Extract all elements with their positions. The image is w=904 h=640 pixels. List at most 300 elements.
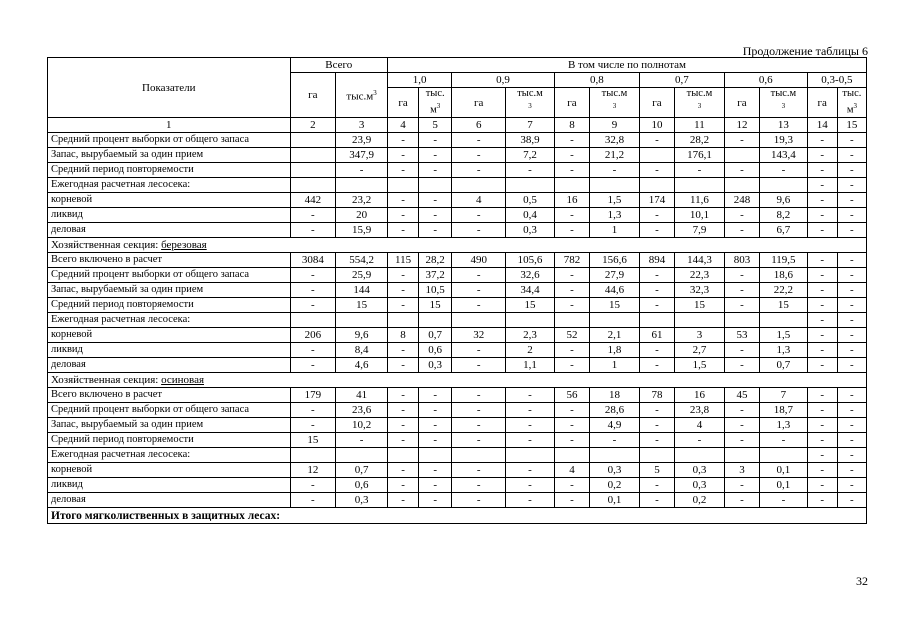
table-cell [760, 313, 808, 328]
table-cell: - [724, 433, 759, 448]
subheader-ha: га [639, 88, 674, 118]
table-row [48, 133, 867, 148]
table-cell [419, 448, 452, 463]
table-cell: 119,5 [760, 253, 808, 268]
header-by-density: В том числе по полнотам [388, 58, 867, 73]
table-cell: 7,9 [675, 223, 725, 238]
table-cell: 18,6 [760, 268, 808, 283]
table-cell: - [807, 283, 837, 298]
table-cell: - [452, 283, 506, 298]
row-label: Средний период повторяемости [48, 298, 291, 313]
table-cell: 2 [506, 343, 555, 358]
table-cell [724, 148, 759, 163]
table-cell: - [590, 433, 640, 448]
table-cell: - [388, 298, 419, 313]
table-cell: - [724, 358, 759, 373]
table-cell: - [724, 133, 759, 148]
table-cell: - [837, 163, 866, 178]
table-cell: - [452, 418, 506, 433]
table-row [48, 283, 867, 298]
table-cell [675, 313, 725, 328]
table-cell: 3 [724, 463, 759, 478]
row-label: Средний процент выборки от общего запаса [48, 268, 291, 283]
table-cell: - [639, 133, 674, 148]
table-cell: 44,6 [590, 283, 640, 298]
table-cell: - [807, 208, 837, 223]
table-cell: - [837, 328, 866, 343]
table-cell [590, 313, 640, 328]
table-cell: 27,9 [590, 268, 640, 283]
column-number: 2 [290, 118, 336, 133]
row-label: Запас, вырубаемый за один прием [48, 283, 291, 298]
table-row [48, 268, 867, 283]
table-cell: 206 [290, 328, 336, 343]
table-cell: - [590, 163, 640, 178]
column-number: 3 [336, 118, 388, 133]
subheader-ha: га [388, 88, 419, 118]
table-cell: 23,9 [336, 133, 388, 148]
table-cell [290, 133, 336, 148]
table-cell: - [452, 433, 506, 448]
table-row [48, 343, 867, 358]
table-row [48, 463, 867, 478]
column-number: 11 [675, 118, 725, 133]
table-cell: - [419, 493, 452, 508]
table-cell: - [290, 418, 336, 433]
table-cell [419, 313, 452, 328]
table-cell [506, 178, 555, 193]
table-cell: 20 [336, 208, 388, 223]
column-number: 15 [837, 118, 866, 133]
table-cell: 4 [554, 463, 589, 478]
table-cell: 0,1 [760, 463, 808, 478]
table-row [48, 208, 867, 223]
table-cell: - [807, 478, 837, 493]
table-cell: - [724, 478, 759, 493]
table-cell: 37,2 [419, 268, 452, 283]
column-number: 10 [639, 118, 674, 133]
table-cell: 782 [554, 253, 589, 268]
table-cell: 0,6 [419, 343, 452, 358]
table-cell: - [419, 418, 452, 433]
table-cell: - [452, 358, 506, 373]
table-cell: 9,6 [336, 328, 388, 343]
row-label: деловая [48, 358, 291, 373]
table-cell: 41 [336, 388, 388, 403]
table-cell: - [807, 148, 837, 163]
table-cell: 803 [724, 253, 759, 268]
table-cell [639, 148, 674, 163]
table-cell: 347,9 [336, 148, 388, 163]
table-cell: - [452, 463, 506, 478]
table-cell: 0,3 [419, 358, 452, 373]
table-cell: - [760, 433, 808, 448]
table-cell: - [388, 463, 419, 478]
table-cell [675, 448, 725, 463]
total-label: Итого мягколиственных в защитных лесах: [48, 508, 867, 524]
table-cell [452, 178, 506, 193]
table-row [48, 178, 867, 193]
row-label: Всего включено в расчет [48, 253, 291, 268]
subheader-m3: тыс. $м^3$ [837, 88, 866, 118]
header-total-ha: га [290, 73, 336, 118]
table-cell: - [388, 478, 419, 493]
table-cell: - [807, 223, 837, 238]
row-label: Средний период повторяемости [48, 163, 291, 178]
table-cell [639, 313, 674, 328]
row-label: ликвид [48, 208, 291, 223]
table-cell: 0,3 [675, 463, 725, 478]
table-cell: - [724, 163, 759, 178]
table-cell: 25,9 [336, 268, 388, 283]
table-cell: 490 [452, 253, 506, 268]
table-cell: 7 [760, 388, 808, 403]
table-cell: - [419, 193, 452, 208]
table-cell: - [419, 208, 452, 223]
table-row [48, 253, 867, 268]
table-cell: 0,4 [506, 208, 555, 223]
table-cell: - [506, 403, 555, 418]
table-cell: - [452, 223, 506, 238]
table-cell [554, 313, 589, 328]
table-cell: - [807, 448, 837, 463]
table-cell: - [336, 433, 388, 448]
table-cell: - [724, 208, 759, 223]
table-cell: 18,7 [760, 403, 808, 418]
table-cell: 1,3 [590, 208, 640, 223]
table-cell: - [452, 388, 506, 403]
table-cell: - [837, 283, 866, 298]
table-row [48, 313, 867, 328]
table-cell [760, 178, 808, 193]
table-cell [724, 448, 759, 463]
table-cell: - [388, 343, 419, 358]
section-row [48, 373, 867, 388]
table-cell [336, 313, 388, 328]
table-cell: 15 [290, 433, 336, 448]
table-cell: 23,2 [336, 193, 388, 208]
table-cell: - [639, 343, 674, 358]
subheader-ha: га [554, 88, 589, 118]
column-number: 8 [554, 118, 589, 133]
table-cell: - [419, 388, 452, 403]
row-label: корневой [48, 463, 291, 478]
column-number: 1 [48, 118, 291, 133]
table-cell: 18 [590, 388, 640, 403]
table-cell [290, 178, 336, 193]
table-cell: 15 [419, 298, 452, 313]
table-cell: - [837, 463, 866, 478]
table-cell: - [388, 148, 419, 163]
table-cell [388, 178, 419, 193]
table-cell: - [554, 223, 589, 238]
table-cell: 1,3 [760, 418, 808, 433]
table-cell: 115 [388, 253, 419, 268]
table-cell: 28,2 [675, 133, 725, 148]
table-cell: 4 [452, 193, 506, 208]
table-cell: - [554, 208, 589, 223]
table-cell: - [554, 418, 589, 433]
table-cell [554, 178, 589, 193]
table-cell: - [419, 163, 452, 178]
table-cell: - [639, 163, 674, 178]
table-cell: - [807, 328, 837, 343]
table-cell: - [837, 148, 866, 163]
table-cell: 16 [675, 388, 725, 403]
table-cell: - [290, 343, 336, 358]
table-cell: 2,1 [590, 328, 640, 343]
table-cell [336, 448, 388, 463]
column-number: 14 [807, 118, 837, 133]
table-cell: 56 [554, 388, 589, 403]
table-cell: - [554, 283, 589, 298]
table-cell [452, 313, 506, 328]
table-cell: 2,7 [675, 343, 725, 358]
table-cell: - [724, 223, 759, 238]
header-indicators: Показатели [48, 58, 291, 118]
table-cell: - [452, 163, 506, 178]
section-name: березовая [161, 239, 207, 251]
table-cell: 21,2 [590, 148, 640, 163]
table-cell: - [290, 478, 336, 493]
table-cell [639, 448, 674, 463]
table-cell [419, 178, 452, 193]
table-cell: 10,2 [336, 418, 388, 433]
table-cell: - [419, 463, 452, 478]
table-cell: 38,9 [506, 133, 555, 148]
table-cell: - [639, 268, 674, 283]
table-row [48, 223, 867, 238]
table-cell: - [807, 133, 837, 148]
table-cell: - [554, 133, 589, 148]
table-cell: 6,7 [760, 223, 808, 238]
table-cell: - [837, 433, 866, 448]
table-cell: - [837, 418, 866, 433]
table-cell: - [290, 283, 336, 298]
table-cell [290, 448, 336, 463]
table-cell: 15 [760, 298, 808, 313]
table-cell: - [554, 163, 589, 178]
table-cell: 15 [590, 298, 640, 313]
table-cell: 10,5 [419, 283, 452, 298]
total-row [48, 508, 867, 524]
table-cell: 34,4 [506, 283, 555, 298]
table-cell: - [290, 268, 336, 283]
table-cell: 7,2 [506, 148, 555, 163]
table-cell: - [724, 493, 759, 508]
table-cell: - [837, 403, 866, 418]
row-label: корневой [48, 328, 291, 343]
column-number: 9 [590, 118, 640, 133]
header-density-6: 0,3-0,5 [807, 73, 866, 88]
table-cell: 3084 [290, 253, 336, 268]
table-cell: 22,2 [760, 283, 808, 298]
table-cell: 0,2 [675, 493, 725, 508]
header-density-3: 0,8 [554, 73, 639, 88]
column-number: 13 [760, 118, 808, 133]
header-density-2: 0,9 [452, 73, 555, 88]
table-cell: - [807, 493, 837, 508]
table-row [48, 478, 867, 493]
table-body [48, 133, 867, 524]
column-number-row [48, 118, 867, 133]
table-cell: - [452, 298, 506, 313]
table-cell: - [419, 133, 452, 148]
table-cell: 4,6 [336, 358, 388, 373]
table-cell: - [388, 283, 419, 298]
table-cell: - [506, 478, 555, 493]
forest-table [47, 57, 867, 524]
table-cell: - [506, 463, 555, 478]
table-cell: - [554, 268, 589, 283]
table-cell: - [419, 148, 452, 163]
table-cell: 1,5 [590, 193, 640, 208]
table-cell: - [290, 493, 336, 508]
table-cell: - [724, 343, 759, 358]
row-label: Ежегодная расчетная лесосека: [48, 313, 291, 328]
table-cell: - [807, 298, 837, 313]
table-cell: 143,4 [760, 148, 808, 163]
table-cell: - [452, 133, 506, 148]
table-cell [724, 178, 759, 193]
row-label: ликвид [48, 478, 291, 493]
section-row [48, 238, 867, 253]
table-cell: - [554, 478, 589, 493]
table-cell: - [452, 478, 506, 493]
table-cell: 894 [639, 253, 674, 268]
table-cell: - [388, 163, 419, 178]
table-cell: - [452, 268, 506, 283]
table-cell: - [760, 163, 808, 178]
table-cell: 0,1 [760, 478, 808, 493]
table-cell: 19,3 [760, 133, 808, 148]
table-cell: 53 [724, 328, 759, 343]
table-row [48, 328, 867, 343]
table-cell: 248 [724, 193, 759, 208]
table-cell: - [290, 208, 336, 223]
table-row [48, 298, 867, 313]
table-cell: - [807, 163, 837, 178]
table-cell: - [837, 313, 866, 328]
table-cell: 15 [506, 298, 555, 313]
table-cell: - [837, 253, 866, 268]
table-cell: 8,4 [336, 343, 388, 358]
table-cell: - [388, 388, 419, 403]
table-cell: - [837, 268, 866, 283]
table-cell: 12 [290, 463, 336, 478]
table-cell: - [639, 478, 674, 493]
table-cell: 1,5 [760, 328, 808, 343]
row-label: деловая [48, 493, 291, 508]
table-cell: - [807, 343, 837, 358]
header-density-4: 0,7 [639, 73, 724, 88]
table-cell: - [506, 163, 555, 178]
table-cell: 442 [290, 193, 336, 208]
row-label: ликвид [48, 343, 291, 358]
subheader-ha: га [807, 88, 837, 118]
table-cell: - [554, 403, 589, 418]
table-cell: 0,7 [336, 463, 388, 478]
table-cell: 0,2 [590, 478, 640, 493]
table-cell: - [639, 433, 674, 448]
table-cell: 3 [675, 328, 725, 343]
table-cell: - [290, 358, 336, 373]
table-cell: 15 [336, 298, 388, 313]
table-cell [760, 448, 808, 463]
table-cell: - [724, 403, 759, 418]
table-cell: 22,3 [675, 268, 725, 283]
table-cell: - [506, 418, 555, 433]
table-cell: 15,9 [336, 223, 388, 238]
table-cell: - [837, 493, 866, 508]
row-label: Средний процент выборки от общего запаса [48, 403, 291, 418]
table-cell: - [837, 343, 866, 358]
table-cell: - [724, 298, 759, 313]
section-name: осиновая [161, 374, 205, 386]
table-cell: 4 [675, 418, 725, 433]
table-cell: - [452, 148, 506, 163]
table-cell [452, 448, 506, 463]
page-number: 32 [856, 574, 868, 588]
table-cell: - [837, 388, 866, 403]
table-cell: 15 [675, 298, 725, 313]
table-cell: 1,5 [675, 358, 725, 373]
table-cell: - [388, 418, 419, 433]
row-label: корневой [48, 193, 291, 208]
table-cell: 156,6 [590, 253, 640, 268]
table-cell: - [506, 493, 555, 508]
row-label: Ежегодная расчетная лесосека: [48, 448, 291, 463]
table-cell: - [760, 493, 808, 508]
table-cell: - [336, 163, 388, 178]
table-cell: - [807, 358, 837, 373]
table-cell: - [554, 148, 589, 163]
table-cell: 8 [388, 328, 419, 343]
table-cell: 179 [290, 388, 336, 403]
table-cell: - [807, 178, 837, 193]
table-cell: - [388, 493, 419, 508]
table-cell: - [807, 403, 837, 418]
table-cell: 1,1 [506, 358, 555, 373]
table-cell: - [837, 133, 866, 148]
table-row [48, 433, 867, 448]
table-cell: - [807, 253, 837, 268]
table-cell: 144,3 [675, 253, 725, 268]
table-cell: 174 [639, 193, 674, 208]
table-cell: - [290, 223, 336, 238]
table-cell: 144 [336, 283, 388, 298]
table-cell: - [639, 403, 674, 418]
table-cell: - [837, 208, 866, 223]
table-cell: 0,3 [506, 223, 555, 238]
table-cell: - [388, 358, 419, 373]
table-cell: - [506, 433, 555, 448]
table-cell: 32,6 [506, 268, 555, 283]
table-row [48, 448, 867, 463]
table-cell: - [675, 433, 725, 448]
table-cell: - [837, 298, 866, 313]
table-cell: - [452, 403, 506, 418]
table-cell: - [388, 208, 419, 223]
table-cell: 28,2 [419, 253, 452, 268]
table-cell: 0,3 [675, 478, 725, 493]
table-cell: 2,3 [506, 328, 555, 343]
table-cell: 23,8 [675, 403, 725, 418]
subheader-ha: га [724, 88, 759, 118]
table-cell: 4,9 [590, 418, 640, 433]
table-row [48, 193, 867, 208]
table-cell: 45 [724, 388, 759, 403]
